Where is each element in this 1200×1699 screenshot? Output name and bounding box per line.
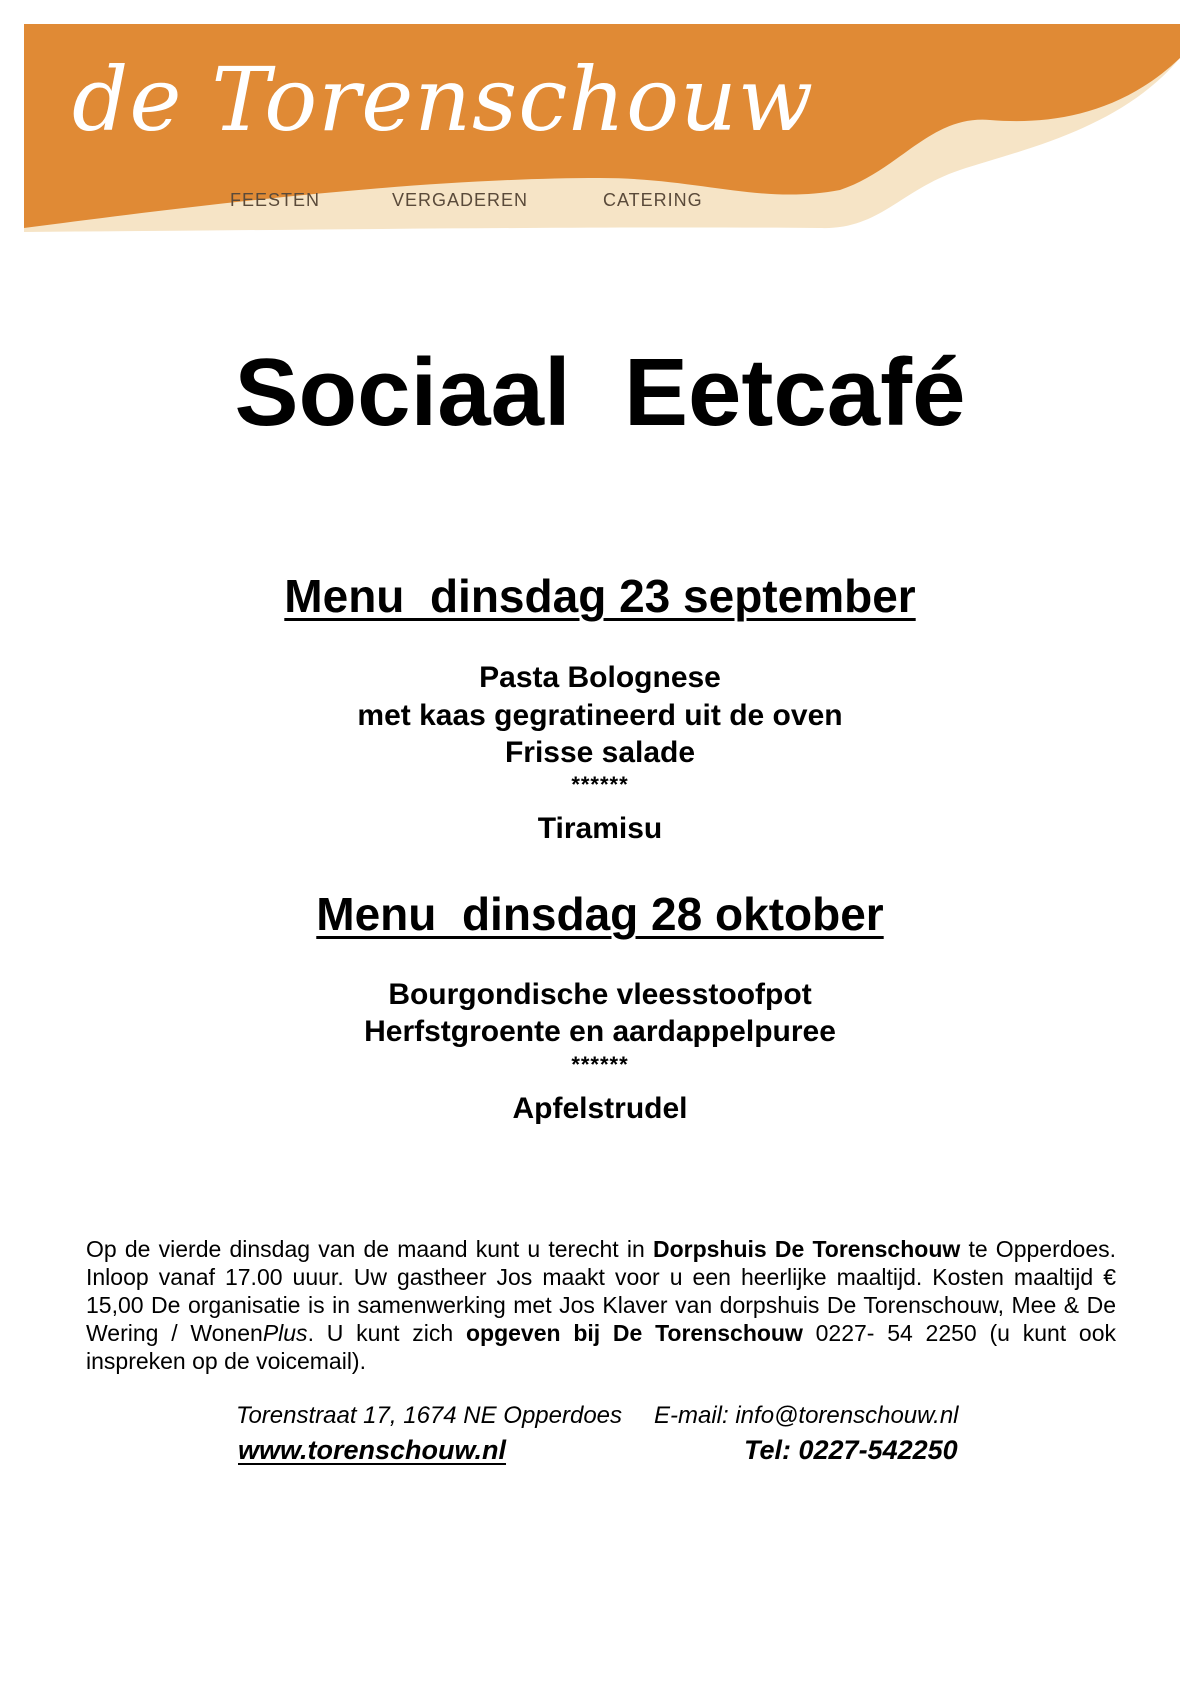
menu-heading-oktober — [0, 888, 1200, 940]
header-banner — [0, 0, 1200, 260]
menu-heading-september — [0, 570, 1200, 622]
menu-dish: Bourgondische vleesstoofpot — [388, 978, 812, 1011]
footer-website-link[interactable]: www.torenschouw.nl — [238, 1435, 507, 1465]
course-separator: ****** — [571, 1052, 629, 1077]
menu-dessert: Apfelstrudel — [512, 1092, 688, 1125]
page-title: Sociaal Eetcafé — [234, 339, 966, 446]
tagline-catering: CATERING — [603, 190, 703, 210]
tagline-vergaderen: VERGADEREN — [392, 190, 529, 210]
footer-address: Torenstraat 17, 1674 NE Opperdoes — [236, 1402, 623, 1429]
menu-dish: Pasta Bolognese — [479, 661, 721, 694]
menu-dish: Frisse salade — [504, 736, 696, 769]
menu-dish: Herfstgroente en aardappelpuree — [364, 1015, 836, 1048]
menu-heading-text: Menu dinsdag 23 september — [284, 570, 916, 622]
signup-text: opgeven bij De Torenschouw — [465, 1320, 803, 1346]
footer-email[interactable]: E-mail: info@torenschouw.nl — [654, 1402, 959, 1429]
logo-wordmark: de Torenschouw — [72, 48, 815, 151]
menu-heading-text: Menu dinsdag 28 oktober — [316, 888, 884, 940]
menu-dish: met kaas gegratineerd uit de oven — [357, 699, 843, 732]
info-text: 0227- 54 2250 (u kunt ook inspreken op de voicemail). — [86, 1320, 1117, 1374]
info-text: . U kunt zich — [307, 1320, 466, 1346]
info-text: te Opperdoes. Inloop vanaf 17.00 uuur. Uw gastheer Jos maakt voor u een heerlijke maaltijd. Kosten maaltijd € 15,00 De organisatie is in samenwerking met Jos Klaver van dorpshuis De Torenschouw, Mee & De Wering / Wonen — [86, 1236, 1116, 1346]
footer-telephone: Tel: 0227-542250 — [744, 1435, 958, 1465]
course-separator: ****** — [571, 772, 629, 797]
tagline-feesten: FEESTEN — [230, 190, 321, 210]
info-text: Op de vierde dinsdag van de maand kunt u terecht in — [86, 1236, 653, 1262]
wonenplus-suffix: Plus — [262, 1320, 308, 1346]
menu-dessert: Tiramisu — [537, 812, 663, 845]
venue-name: Dorpshuis De Torenschouw — [652, 1236, 961, 1262]
info-paragraph — [86, 1235, 1116, 1375]
